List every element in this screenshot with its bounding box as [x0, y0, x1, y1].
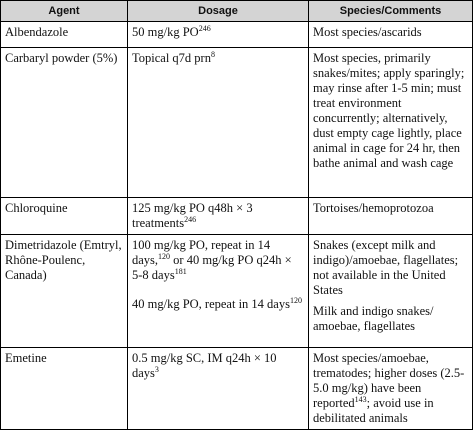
comments-text: Tortoises/hemoprotozoa — [313, 201, 434, 215]
dosage-text: 125 mg/kg PO q48h × 3 treatments — [132, 201, 253, 230]
comments-text: Most species, primarily snakes/mites; apply sparingly; may rinse after 1-5 min; must treat environment concurrently; alternatively, dust empty cage lightly, place animal in cage for 24 hr, then bathe animal and wash cage — [313, 51, 465, 170]
comments-cell — [309, 235, 473, 348]
reference-number: 246 — [198, 24, 211, 33]
dosage-option — [132, 297, 304, 312]
agent-cell: Carbaryl powder (5%) — [1, 48, 128, 198]
agent-cell: Emetine — [1, 348, 128, 430]
header-dosage: Dosage — [128, 1, 309, 22]
agent-cell: Dimetridazole (Emtryl, Rhône-Poulenc, Canada) — [1, 235, 128, 348]
reference-number: 246 — [184, 215, 197, 224]
comments-cell — [309, 22, 473, 48]
comments-text: ; avoid use in debilitated animals — [313, 396, 434, 425]
comments-cell — [309, 198, 473, 235]
agent-cell: Chloroquine — [1, 198, 128, 235]
reference-number: 120 — [289, 296, 302, 305]
header-agent: Agent — [1, 1, 128, 22]
header-species-comments: Species/Comments — [309, 1, 473, 22]
reference-number: 143 — [354, 395, 367, 404]
comments-cell — [309, 348, 473, 430]
dosage-cell — [128, 348, 309, 430]
dosage-text: Topical q7d prn — [132, 51, 211, 65]
comments-text: Most species/amoebae, trematodes; higher doses (2.5-5.0 mg/kg) have been reported — [313, 351, 465, 410]
dosage-option — [132, 238, 304, 283]
agent-cell: Albendazole — [1, 22, 128, 48]
table-row — [1, 198, 473, 235]
reference-number: 181 — [174, 267, 187, 276]
reference-number: 3 — [154, 365, 159, 374]
dosage-text: 0.5 mg/kg SC, IM q24h × 10 days — [132, 351, 277, 380]
header-row — [1, 1, 473, 22]
comments-cell — [309, 48, 473, 198]
dosage-text: or 40 mg/kg PO q24h × 5-8 days — [132, 253, 292, 282]
table-row — [1, 348, 473, 430]
reference-number: 120 — [158, 252, 171, 261]
comments-text: Snakes (except milk and indigo)/amoebae, flagellates; not available in the United States — [313, 238, 459, 297]
table-row — [1, 235, 473, 348]
table-row — [1, 22, 473, 48]
table-row — [1, 48, 473, 198]
reference-number: 8 — [210, 50, 215, 59]
dosage-text: 100 mg/kg PO, repeat in 14 days, — [132, 238, 271, 267]
dosage-cell — [128, 198, 309, 235]
dosage-cell — [128, 48, 309, 198]
dosage-cell — [128, 22, 309, 48]
comments-text: Milk and indigo snakes/ amoebae, flagellates — [313, 304, 434, 333]
dosage-text: 40 mg/kg PO, repeat in 14 days — [132, 297, 290, 311]
dosage-text: 50 mg/kg PO — [132, 25, 199, 39]
comments-text: Most species/ascarids — [313, 25, 422, 39]
dosage-cell — [128, 235, 309, 348]
